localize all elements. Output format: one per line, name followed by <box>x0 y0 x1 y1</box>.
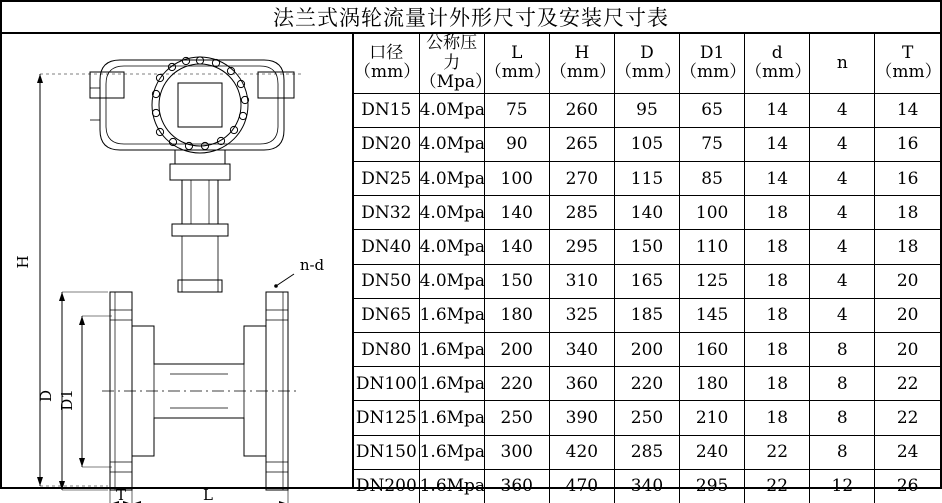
table-cell: 145 <box>680 298 745 332</box>
column-header-H-line1: H <box>574 42 590 63</box>
dimension-table <box>354 34 940 503</box>
table-cell-bore: DN100 <box>354 367 419 401</box>
stem-base-flange <box>172 224 228 236</box>
table-cell: 340 <box>614 469 679 503</box>
table-cell: 8 <box>810 435 875 469</box>
table-cell: 200 <box>614 332 679 366</box>
table-cell-bore: DN32 <box>354 196 419 230</box>
table-cell: 4 <box>810 162 875 196</box>
table-cell-bore: DN150 <box>354 435 419 469</box>
table-cell: 250 <box>614 401 679 435</box>
table-cell: 220 <box>614 367 679 401</box>
table-row <box>354 196 940 230</box>
table-cell-bore: DN20 <box>354 127 419 161</box>
display-bezel-outer <box>152 57 248 153</box>
column-header-D <box>614 34 682 93</box>
table-cell: 4 <box>810 196 875 230</box>
table-cell: 90 <box>484 127 549 161</box>
table-cell: 185 <box>614 298 679 332</box>
body-boss <box>178 280 222 292</box>
dim-label-T: T <box>115 486 127 503</box>
column-header-bore-line1: 口径 <box>369 42 404 63</box>
column-header-L-line1: L <box>511 42 523 63</box>
table-cell: 18 <box>745 264 810 298</box>
table-cell: 105 <box>614 127 679 161</box>
table-cell: 390 <box>549 401 614 435</box>
table-row <box>354 162 940 196</box>
table-cell: 265 <box>549 127 614 161</box>
table-cell: 125 <box>680 264 745 298</box>
table-cell: 18 <box>745 332 810 366</box>
column-header-D1-line1: D1 <box>699 42 725 63</box>
table-cell: 140 <box>614 196 679 230</box>
column-header-L-line2: （mm） <box>484 62 551 83</box>
table-body <box>354 93 940 503</box>
page-title: 法兰式涡轮流量计外形尺寸及安装尺寸表 <box>273 6 669 30</box>
right-conduit-box <box>258 72 294 98</box>
table-cell: 470 <box>549 469 614 503</box>
table-cell-bore: DN125 <box>354 401 419 435</box>
table-cell: 4 <box>810 93 875 127</box>
table-cell-bore: DN80 <box>354 332 419 366</box>
table-cell: 65 <box>680 93 745 127</box>
leader-n-d <box>276 274 294 286</box>
table-cell: 4 <box>810 230 875 264</box>
table-cell: 285 <box>549 196 614 230</box>
table-cell: 22 <box>745 435 810 469</box>
column-header-D-line2: （mm） <box>614 62 682 83</box>
table-row <box>354 127 940 161</box>
table-cell: 4 <box>810 298 875 332</box>
table-row <box>354 230 940 264</box>
column-header-L <box>484 34 549 93</box>
body-lower-profile <box>132 418 266 456</box>
table-cell: 115 <box>614 162 679 196</box>
dim-label-D: D <box>37 389 55 403</box>
table-cell: 220 <box>484 367 549 401</box>
neck-flange-upper <box>175 150 225 164</box>
column-header-bore-line2: （mm） <box>354 62 421 83</box>
table-cell: 8 <box>810 401 875 435</box>
table-cell: 1.6Mpa <box>419 469 484 503</box>
table-cell: 260 <box>549 93 614 127</box>
stem-column <box>182 180 218 224</box>
table-cell: 14 <box>745 127 810 161</box>
table-cell: 26 <box>875 469 940 503</box>
table-cell: 360 <box>549 367 614 401</box>
table-cell: 20 <box>875 332 940 366</box>
table-cell-bore: DN15 <box>354 93 419 127</box>
table-header <box>354 34 940 93</box>
table-cell: 18 <box>745 230 810 264</box>
table-cell: 110 <box>680 230 745 264</box>
column-header-D-line1: D <box>640 42 654 63</box>
table-row <box>354 93 940 127</box>
table-cell: 420 <box>549 435 614 469</box>
table-cell: 240 <box>680 435 745 469</box>
table-cell: 270 <box>549 162 614 196</box>
technical-drawing-pane <box>2 34 354 503</box>
dim-label-L: L <box>203 486 213 503</box>
table-cell-bore: DN50 <box>354 264 419 298</box>
lcd-window <box>178 83 222 127</box>
table-cell: 140 <box>484 230 549 264</box>
table-cell: 22 <box>745 469 810 503</box>
table-cell: 285 <box>614 435 679 469</box>
table-cell: 4.0Mpa <box>419 196 484 230</box>
table-cell-bore: DN65 <box>354 298 419 332</box>
table-cell: 18 <box>875 230 940 264</box>
table-cell: 22 <box>875 367 940 401</box>
table-cell: 100 <box>680 196 745 230</box>
table-cell: 325 <box>549 298 614 332</box>
table-cell: 75 <box>484 93 549 127</box>
table-cell: 160 <box>680 332 745 366</box>
table-cell: 210 <box>680 401 745 435</box>
neck-flange-mid <box>170 164 230 180</box>
table-cell: 14 <box>875 93 940 127</box>
table-cell: 12 <box>810 469 875 503</box>
table-cell: 85 <box>680 162 745 196</box>
table-cell: 140 <box>484 196 549 230</box>
table-row <box>354 367 940 401</box>
column-header-T-line1: T <box>902 42 914 63</box>
column-header-d <box>745 34 810 93</box>
column-header-pressure <box>419 33 493 93</box>
table-cell: 4.0Mpa <box>419 162 484 196</box>
table-cell: 1.6Mpa <box>419 298 484 332</box>
table-cell: 1.6Mpa <box>419 367 484 401</box>
table-row <box>354 401 940 435</box>
table-cell: 22 <box>875 401 940 435</box>
table-cell: 165 <box>614 264 679 298</box>
column-header-n <box>810 34 875 93</box>
table-cell: 24 <box>875 435 940 469</box>
table-cell-bore: DN25 <box>354 162 419 196</box>
table-cell: 4.0Mpa <box>419 93 484 127</box>
dimension-table-pane <box>354 33 942 497</box>
table-cell: 1.6Mpa <box>419 401 484 435</box>
table-row <box>354 469 940 503</box>
table-cell: 200 <box>484 332 549 366</box>
table-cell: 180 <box>484 298 549 332</box>
column-header-H <box>549 34 617 93</box>
table-cell: 295 <box>680 469 745 503</box>
table-row <box>354 435 940 469</box>
display-bezel-inner <box>159 64 241 146</box>
table-cell: 20 <box>875 298 940 332</box>
table-cell: 95 <box>614 93 679 127</box>
table-cell: 14 <box>745 93 810 127</box>
table-cell-bore: DN200 <box>354 469 419 503</box>
table-row <box>354 332 940 366</box>
column-header-T <box>875 34 940 93</box>
column-header-pressure-line2: （Mpa） <box>419 72 493 93</box>
table-cell: 4.0Mpa <box>419 264 484 298</box>
table-cell: 295 <box>549 230 614 264</box>
table-row <box>354 264 940 298</box>
table-cell: 300 <box>484 435 549 469</box>
table-cell: 150 <box>484 264 549 298</box>
table-cell: 8 <box>810 332 875 366</box>
dim-label-D1: D1 <box>58 389 76 411</box>
table-cell: 180 <box>680 367 745 401</box>
page-title-bar <box>2 2 940 34</box>
table-cell: 16 <box>875 162 940 196</box>
table-cell: 310 <box>549 264 614 298</box>
table-cell: 4 <box>810 127 875 161</box>
table-cell: 4.0Mpa <box>419 127 484 161</box>
table-cell: 20 <box>875 264 940 298</box>
table-cell: 75 <box>680 127 745 161</box>
column-header-pressure-line1: 公称压力 <box>426 33 478 73</box>
table-cell: 4.0Mpa <box>419 230 484 264</box>
table-cell: 1.6Mpa <box>419 332 484 366</box>
dim-label-n-d: n-d <box>299 256 325 274</box>
table-cell: 360 <box>484 469 549 503</box>
table-cell: 100 <box>484 162 549 196</box>
column-header-n-line1: n <box>836 52 848 73</box>
table-cell: 4 <box>810 264 875 298</box>
dim-label-H: H <box>14 255 32 269</box>
column-header-d-line2: （mm） <box>745 62 812 83</box>
table-cell: 18 <box>745 401 810 435</box>
table-cell: 16 <box>875 127 940 161</box>
table-cell: 18 <box>745 367 810 401</box>
table-cell: 150 <box>614 230 679 264</box>
table-cell: 18 <box>745 196 810 230</box>
body-upper-profile <box>132 326 266 364</box>
table-header-row <box>354 34 940 93</box>
column-header-bore <box>354 34 419 93</box>
flow-meter-drawing <box>2 34 352 503</box>
table-cell-bore: DN40 <box>354 230 419 264</box>
column-header-D1-line2: （mm） <box>680 62 747 83</box>
table-cell: 18 <box>745 298 810 332</box>
table-row <box>354 298 940 332</box>
table-cell: 1.6Mpa <box>419 435 484 469</box>
column-header-T-line2: （mm） <box>875 62 942 83</box>
column-header-D1 <box>680 34 745 93</box>
table-cell: 14 <box>745 162 810 196</box>
table-cell: 250 <box>484 401 549 435</box>
transmitter-housing <box>100 60 284 150</box>
table-cell: 340 <box>549 332 614 366</box>
column-header-d-line1: d <box>771 42 783 63</box>
table-cell: 8 <box>810 367 875 401</box>
column-header-H-line2: （mm） <box>549 62 617 83</box>
table-cell: 18 <box>875 196 940 230</box>
